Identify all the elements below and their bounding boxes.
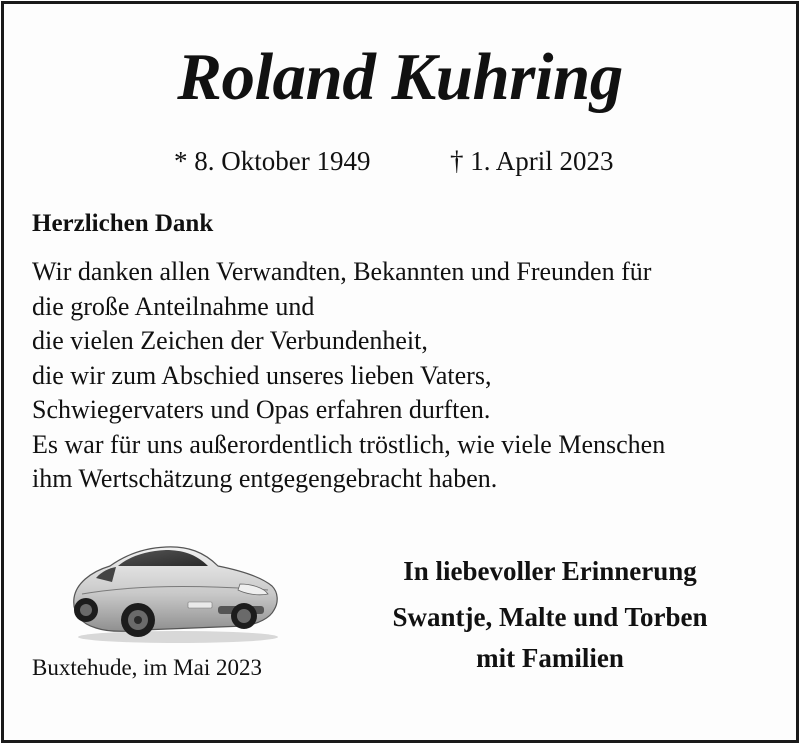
body-line: Wir danken allen Verwandten, Bekannten und Freunden für [32,257,652,286]
sports-car-icon [68,540,280,645]
body-line: Es war für uns außerordentlich tröstlich, wie viele Menschen [32,429,666,459]
body-line: die große Anteilnahme und [32,291,315,321]
place-date: Buxtehude, im Mai 2023 [32,655,262,680]
deceased-name: Roland Kuhring [177,40,623,114]
body-line: die vielen Zeichen der Verbundenheit, [32,326,428,355]
family-suffix: mit Familien [476,643,624,673]
thanks-body [32,255,792,497]
body-line: ihm Wertschätzung entgegengebracht haben. [32,464,498,493]
death-date: † 1. April 2023 [450,146,614,176]
body-line: Schwiegervaters und Opas erfahren durften. [32,395,491,424]
memory-line: In liebevoller Erinnerung [403,556,697,586]
family-names: Swantje, Malte und Torben [392,602,708,632]
thanks-heading: Herzlichen Dank [32,210,214,237]
birth-date: * 8. Oktober 1949 [174,146,371,176]
body-line: die wir zum Abschied unseres lieben Vaters, [32,360,492,390]
